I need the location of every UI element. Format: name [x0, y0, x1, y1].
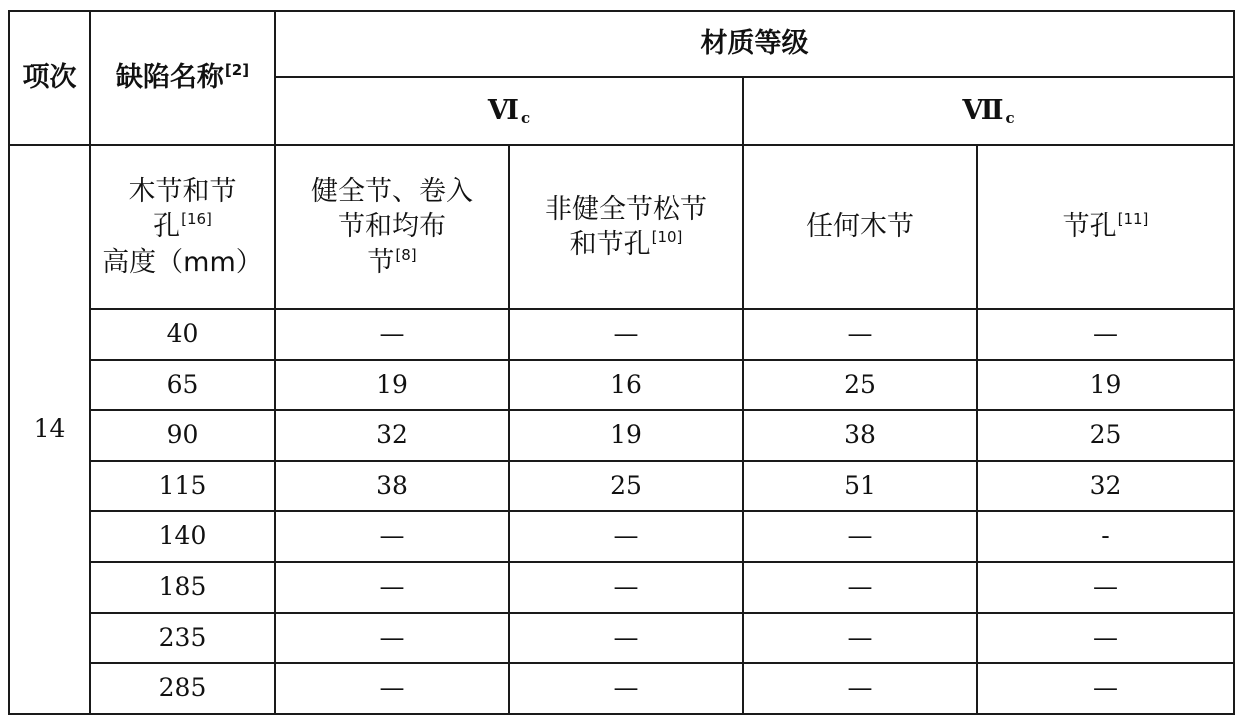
- table-row: [9, 511, 1234, 562]
- table-row: [9, 562, 1234, 613]
- value-cell: 38: [275, 461, 509, 512]
- table-row: [9, 613, 1234, 664]
- table-row: [9, 309, 1234, 360]
- height-cell: 40: [90, 309, 275, 360]
- header-grade-vi-c: Ⅵ $_c$: [275, 77, 743, 145]
- height-cell: 115: [90, 461, 275, 512]
- subheader-sound-knot: 健全节、卷入 节和均布 节[8]: [275, 145, 509, 309]
- value-cell: —: [509, 309, 743, 360]
- value-cell: —: [743, 511, 977, 562]
- table-row: [9, 461, 1234, 512]
- header-material-grade: 材质等级: [275, 11, 1234, 77]
- value-cell: 51: [743, 461, 977, 512]
- item-number-cell: 14: [9, 145, 90, 714]
- value-cell: 38: [743, 410, 977, 461]
- value-cell: —: [275, 663, 509, 714]
- value-cell: 19: [275, 360, 509, 411]
- height-cell: 285: [90, 663, 275, 714]
- height-cell: 235: [90, 613, 275, 664]
- value-cell: —: [743, 663, 977, 714]
- knot-defect-table: [8, 10, 1235, 715]
- value-cell: —: [977, 613, 1234, 664]
- value-cell: —: [509, 663, 743, 714]
- value-cell: 16: [509, 360, 743, 411]
- value-cell: —: [977, 309, 1234, 360]
- value-cell: —: [275, 511, 509, 562]
- value-cell: -: [977, 511, 1234, 562]
- value-cell: 32: [275, 410, 509, 461]
- header-grade-vii-c: Ⅶ $_c$: [743, 77, 1234, 145]
- value-cell: —: [743, 309, 977, 360]
- value-cell: —: [977, 663, 1234, 714]
- value-cell: —: [509, 613, 743, 664]
- table-row: [9, 663, 1234, 714]
- value-cell: —: [275, 562, 509, 613]
- value-cell: —: [275, 309, 509, 360]
- value-cell: 25: [977, 410, 1234, 461]
- height-cell: 90: [90, 410, 275, 461]
- value-cell: 19: [977, 360, 1234, 411]
- subheader-any-knot: 任何木节: [743, 145, 977, 309]
- value-cell: 25: [743, 360, 977, 411]
- value-cell: —: [509, 562, 743, 613]
- subheader-knot-height: 木节和节 孔[16] 高度（mm）: [90, 145, 275, 309]
- table-row: [9, 410, 1234, 461]
- value-cell: 25: [509, 461, 743, 512]
- height-cell: 140: [90, 511, 275, 562]
- value-cell: —: [509, 511, 743, 562]
- table-row: [9, 360, 1234, 411]
- value-cell: —: [275, 613, 509, 664]
- ref-superscript: [2]: [224, 61, 250, 80]
- value-cell: —: [977, 562, 1234, 613]
- subheader-unsound-knot: 非健全节松节 和节孔[10]: [509, 145, 743, 309]
- height-cell: 185: [90, 562, 275, 613]
- value-cell: —: [743, 613, 977, 664]
- value-cell: —: [743, 562, 977, 613]
- subheader-knot-hole: 节孔[11]: [977, 145, 1234, 309]
- header-defect-name: 缺陷名称[2]: [90, 11, 275, 145]
- value-cell: 32: [977, 461, 1234, 512]
- header-item-no: 项次: [9, 11, 90, 145]
- height-cell: 65: [90, 360, 275, 411]
- value-cell: 19: [509, 410, 743, 461]
